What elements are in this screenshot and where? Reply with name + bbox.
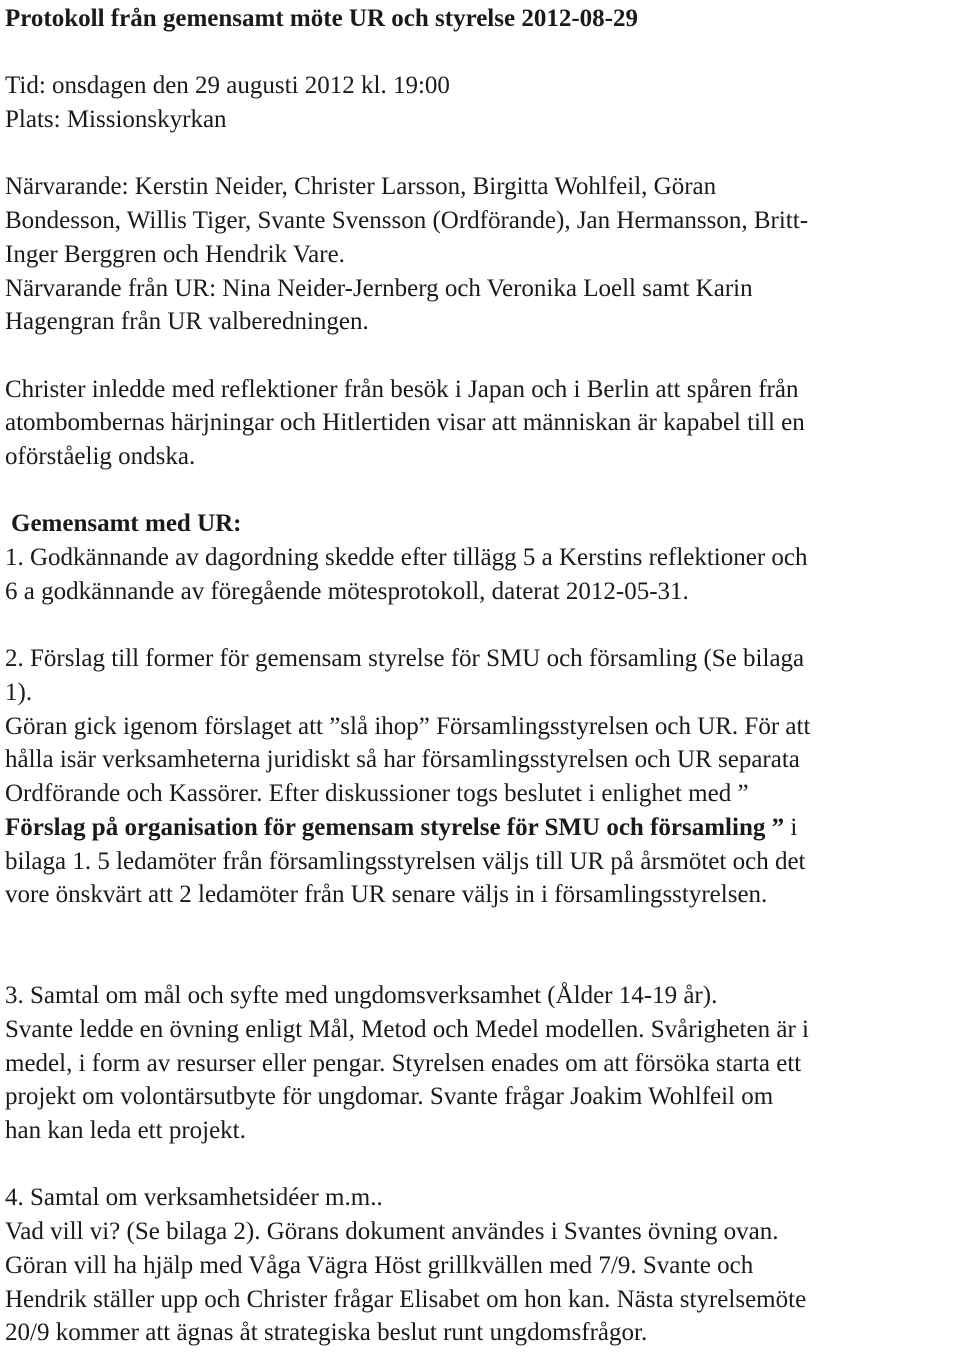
ur-attendees-line: Närvarande från UR: Nina Neider-Jernberg och Veronika Loell samt Karin <box>5 274 753 302</box>
spacer <box>5 912 957 946</box>
agenda-item-1 <box>5 541 957 608</box>
intro-paragraph <box>5 373 957 474</box>
spacer <box>5 339 957 373</box>
agenda-item-3 <box>5 979 957 1148</box>
item-line: vore önskvärt att 2 ledamöter från UR senare väljs in i församlingsstyrelsen. <box>5 881 768 909</box>
meeting-place: Plats: Missionskyrkan <box>5 106 227 134</box>
spacer <box>5 137 957 171</box>
item-line: 4. Samtal om verksamhetsidéer m.m.. <box>5 1184 383 1212</box>
intro-line: oförståelig ondska. <box>5 443 196 471</box>
item-line: 3. Samtal om mål och syfte med ungdomsverksamhet (Ålder 14-19 år). <box>5 982 718 1010</box>
section-heading: Gemensamt med UR: <box>11 510 242 538</box>
item-line: Hendrik ställer upp och Christer frågar Elisabet om hon kan. Nästa styrelsemöte <box>5 1285 807 1313</box>
attendees-paragraph <box>5 170 957 271</box>
attendees-line: Inger Berggren och Hendrik Vare. <box>5 240 345 268</box>
spacer <box>5 1148 957 1182</box>
intro-line: Christer inledde med reflektioner från besök i Japan och i Berlin att spåren från <box>5 375 799 403</box>
document-title: Protokoll från gemensamt möte UR och styrelse 2012-08-29 <box>5 5 638 32</box>
item-line: projekt om volontärsutbyte för ungdomar. Svante frågar Joakim Wohlfeil om <box>5 1083 774 1111</box>
spacer <box>5 609 957 643</box>
spacer <box>5 36 957 70</box>
item-line: Göran vill ha hjälp med Våga Vägra Höst grillkvällen med 7/9. Svante och <box>5 1251 754 1279</box>
item-line: han kan leda ett projekt. <box>5 1117 246 1145</box>
proposal-title: Förslag på organisation för gemensam styrelse för SMU och församling ” <box>5 813 785 841</box>
agenda-item-4 <box>5 1181 957 1350</box>
item-line: 20/9 kommer att ägnas åt strategiska beslut runt ungdomsfrågor. <box>5 1319 648 1347</box>
ur-attendees-line: Hagengran från UR valberedningen. <box>5 308 369 336</box>
attendees-line: Bondesson, Willis Tiger, Svante Svensson (Ordförande), Jan Hermansson, Britt- <box>5 207 809 235</box>
item-line-bold <box>5 811 957 845</box>
item-line: 6 a godkännande av föregående mötesprotokoll, daterat 2012-05-31. <box>5 577 689 605</box>
item-line: bilaga 1. 5 ledamöter från församlingsstyrelsen väljs till UR på årsmötet och det <box>5 847 806 875</box>
item-line: medel, i form av resurser eller pengar. Styrelsen enades om att försöka starta ett <box>5 1049 802 1077</box>
item-line: Ordförande och Kassörer. Efter diskussioner togs beslutet i enlighet med ” <box>5 780 749 808</box>
item-line: hålla isär verksamheterna juridiskt så har församlingsstyrelsen och UR separata <box>5 746 800 774</box>
intro-line: atombombernas härjningar och Hitlertiden visar att människan är kapabel till en <box>5 409 805 437</box>
item-line: 1). <box>5 678 33 706</box>
meeting-time: Tid: onsdagen den 29 augusti 2012 kl. 19:00 <box>5 72 450 100</box>
document-page <box>5 2 957 1350</box>
attendees-line: Närvarande: Kerstin Neider, Christer Larsson, Birgitta Wohlfeil, Göran <box>5 173 717 201</box>
item-line: Svante ledde en övning enligt Mål, Metod och Medel modellen. Svårigheten är i <box>5 1015 809 1043</box>
ur-attendees-paragraph <box>5 272 957 339</box>
item-line: Vad vill vi? (Se bilaga 2). Görans dokument användes i Svantes övning ovan. <box>5 1218 779 1246</box>
item-line: 2. Förslag till former för gemensam styrelse för SMU och församling (Se bilaga <box>5 645 805 673</box>
item-line: Göran gick igenom förslaget att ”slå ihop” Församlingsstyrelsen och UR. För att <box>5 712 811 740</box>
spacer <box>5 946 957 980</box>
proposal-suffix: i <box>784 813 798 841</box>
agenda-item-2 <box>5 642 957 912</box>
spacer <box>5 474 957 508</box>
item-line: 1. Godkännande av dagordning skedde efter tillägg 5 a Kerstins reflektioner och <box>5 544 808 572</box>
